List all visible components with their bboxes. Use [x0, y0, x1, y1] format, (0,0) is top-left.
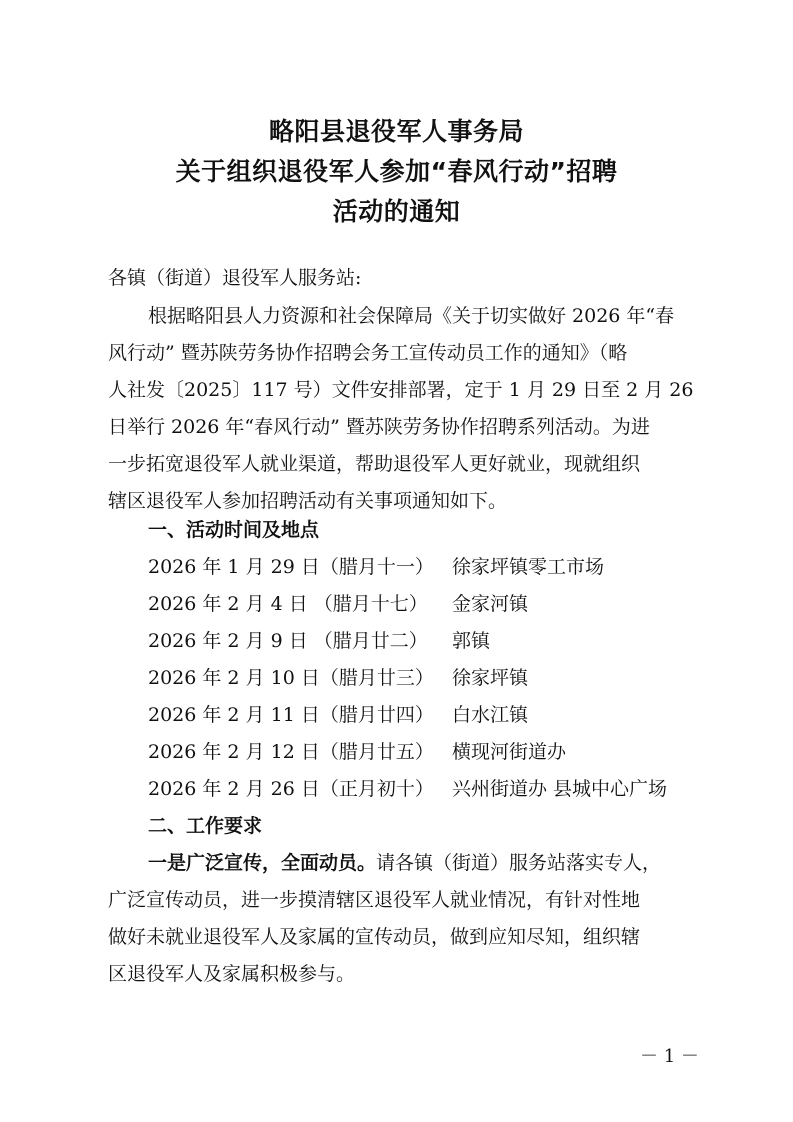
schedule-date: 2026 年 2 月 10 日（腊月廿三） — [148, 667, 434, 689]
intro-line: 风行动” 暨苏陕劳务协作招聘会务工宣传动员工作的通知》（略 — [108, 342, 628, 364]
schedule-place: 徐家坪镇零工市场 — [452, 556, 605, 578]
schedule-place: 金家河镇 — [452, 593, 529, 615]
schedule-date: 2026 年 2 月 4 日 （腊月十七） — [148, 593, 428, 615]
intro-line: 日举行 2026 年“春风行动” 暨苏陕劳务协作招聘系列活动。为进 — [108, 416, 650, 438]
document-title-line-2: 关于组织退役军人参加“春风行动”招聘 — [175, 157, 618, 186]
intro-line: 人社发〔2025〕117 号）文件安排部署，定于 1 月 29 日至 2 月 26 — [108, 379, 694, 401]
schedule-date: 2026 年 2 月 12 日（腊月廿五） — [148, 741, 434, 763]
schedule-place: 徐家坪镇 — [452, 667, 529, 689]
schedule-date: 2026 年 2 月 26 日（正月初十） — [148, 778, 434, 800]
requirement-text: 请各镇（街道）服务站落实专人， — [376, 852, 662, 874]
schedule-place: 兴州街道办 县城中心广场 — [452, 778, 668, 800]
document-title-line-3: 活动的通知 — [332, 197, 461, 226]
document-title-line-1: 略阳县退役军人事务局 — [268, 117, 524, 146]
section-heading-requirements: 二、工作要求 — [148, 815, 263, 837]
page-number: － 1 － — [640, 1046, 699, 1067]
section-heading-schedule: 一、活动时间及地点 — [148, 519, 320, 541]
schedule-date: 2026 年 1 月 29 日（腊月十一） — [148, 556, 434, 578]
salutation: 各镇（街道）退役军人服务站: — [108, 267, 362, 289]
requirement-lead: 一是广泛宣传，全面动员。 — [148, 852, 377, 874]
requirement-line: 区退役军人及家属积极参与。 — [108, 963, 356, 985]
intro-line: 一步拓宽退役军人就业渠道，帮助退役军人更好就业，现就组织 — [108, 453, 641, 475]
schedule-place: 郭镇 — [452, 630, 491, 652]
schedule-place: 白水江镇 — [452, 704, 529, 726]
requirement-first-line — [148, 851, 661, 875]
schedule-place: 横现河街道办 — [452, 741, 567, 763]
schedule-date: 2026 年 2 月 11 日（腊月廿四） — [148, 704, 434, 726]
intro-line: 辖区退役军人参加招聘活动有关事项通知如下。 — [108, 490, 508, 512]
requirement-line: 做好未就业退役军人及家属的宣传动员，做到应知尽知，组织辖 — [108, 926, 641, 948]
intro-line: 根据略阳县人力资源和社会保障局《关于切实做好 2026 年“春 — [148, 305, 675, 327]
schedule-date: 2026 年 2 月 9 日 （腊月廿二） — [148, 630, 428, 652]
requirement-line: 广泛宣传动员，进一步摸清辖区退役军人就业情况，有针对性地 — [108, 889, 641, 911]
